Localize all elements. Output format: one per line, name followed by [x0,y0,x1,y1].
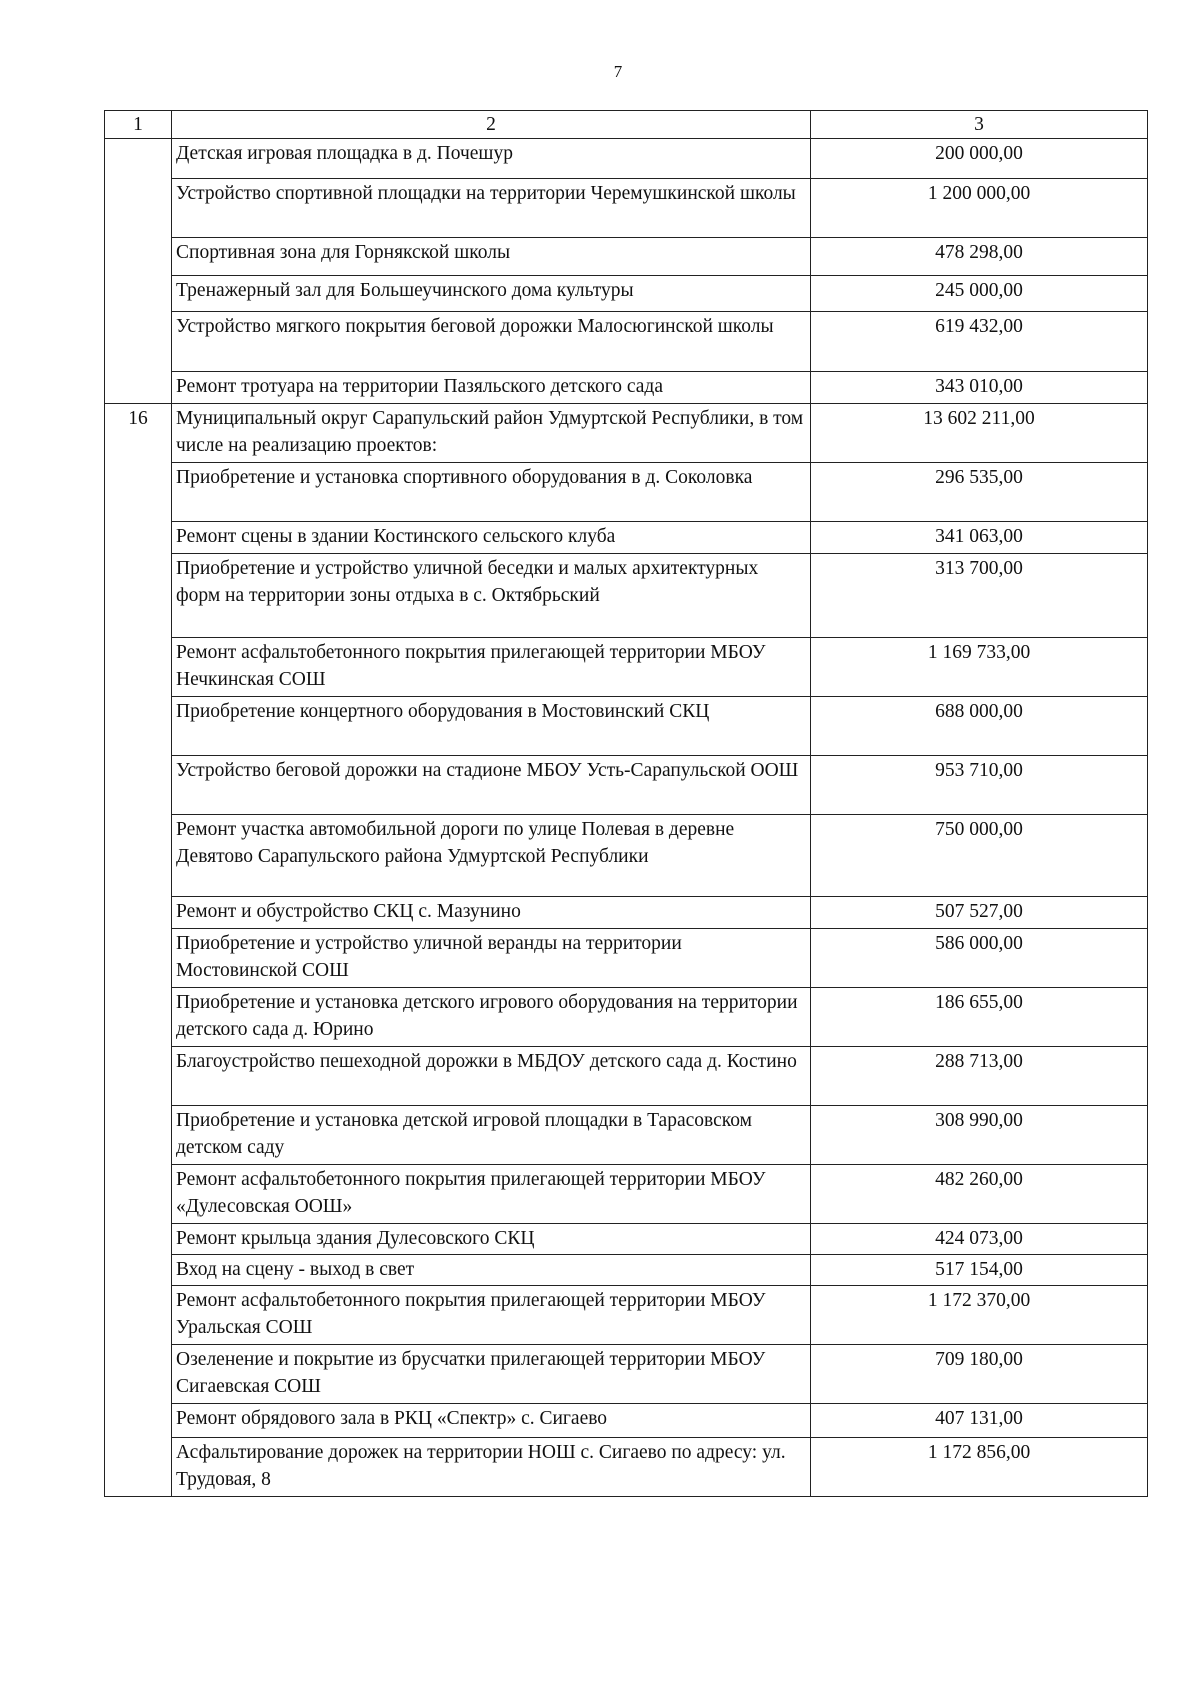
project-name: Благоустройство пешеходной дорожки в МБДОУ детского сада д. Костино [172,1047,811,1106]
project-amount: 586 000,00 [811,929,1148,988]
project-name: Приобретение концертного оборудования в Мостовинский СКЦ [172,697,811,756]
project-name: Приобретение и устройство уличной веранды на территории Мостовинской СОШ [172,929,811,988]
row-number-cell: 16 [105,404,172,1497]
header-col-3: 3 [811,111,1148,139]
project-name: Приобретение и установка детского игрового оборудования на территории детского сада д. Юрино [172,988,811,1047]
project-amount: 186 655,00 [811,988,1148,1047]
table-row [105,312,1148,372]
project-amount: 1 169 733,00 [811,638,1148,697]
table-row [105,815,1148,897]
table-row [105,1106,1148,1165]
table-row [105,697,1148,756]
header-col-2: 2 [172,111,811,139]
project-amount: 1 172 856,00 [811,1438,1148,1497]
table-row [105,1047,1148,1106]
project-name: Ремонт и обустройство СКЦ с. Мазунино [172,897,811,929]
table-header-row [105,111,1148,139]
project-name: Приобретение и установка спортивного оборудования в д. Соколовка [172,463,811,522]
project-amount: 308 990,00 [811,1106,1148,1165]
project-name: Приобретение и установка детской игровой площадки в Тарасовском детском саду [172,1106,811,1165]
project-amount: 424 073,00 [811,1224,1148,1255]
table-row [105,238,1148,276]
page-number: 7 [613,62,623,81]
table-row [105,179,1148,238]
table-row [105,988,1148,1047]
project-amount: 688 000,00 [811,697,1148,756]
table-row [105,276,1148,312]
project-amount: 953 710,00 [811,756,1148,815]
project-amount: 296 535,00 [811,463,1148,522]
project-name: Ремонт крыльца здания Дулесовского СКЦ [172,1224,811,1255]
project-name: Детская игровая площадка в д. Почешур [172,139,811,179]
project-amount: 245 000,00 [811,276,1148,312]
project-amount: 478 298,00 [811,238,1148,276]
project-amount: 313 700,00 [811,554,1148,638]
project-amount: 341 063,00 [811,522,1148,554]
project-name: Ремонт асфальтобетонного покрытия прилегающей территории МБОУ Нечкинская СОШ [172,638,811,697]
project-amount: 407 131,00 [811,1404,1148,1438]
table-row [105,1345,1148,1404]
project-name: Спортивная зона для Горнякской школы [172,238,811,276]
project-name: Ремонт сцены в здании Костинского сельского клуба [172,522,811,554]
project-amount: 482 260,00 [811,1165,1148,1224]
table-row [105,638,1148,697]
project-name: Озеленение и покрытие из брусчатки прилегающей территории МБОУ Сигаевская СОШ [172,1345,811,1404]
header-col-1: 1 [105,111,172,139]
project-name: Ремонт обрядового зала в РКЦ «Спектр» с. Сигаево [172,1404,811,1438]
budget-table [104,110,1148,1497]
table-row [105,1165,1148,1224]
table-row [105,463,1148,522]
project-name: Ремонт тротуара на территории Пазяльского детского сада [172,372,811,404]
project-amount: 750 000,00 [811,815,1148,897]
district-total: 13 602 211,00 [811,404,1148,463]
table-row [105,1404,1148,1438]
table-row [105,522,1148,554]
project-name: Приобретение и устройство уличной беседки и малых архитектурных форм на территории зоны отдыха в с. Октябрьский [172,554,811,638]
project-name: Асфальтирование дорожек на территории НОШ с. Сигаево по адресу: ул. Трудовая, 8 [172,1438,811,1497]
district-name: Муниципальный округ Сарапульский район Удмуртской Республики, в том числе на реализацию проектов: [172,404,811,463]
project-amount: 507 527,00 [811,897,1148,929]
project-amount: 288 713,00 [811,1047,1148,1106]
project-name: Ремонт асфальтобетонного покрытия прилегающей территории МБОУ Уральская СОШ [172,1286,811,1345]
project-amount: 1 200 000,00 [811,179,1148,238]
project-amount: 343 010,00 [811,372,1148,404]
project-name: Вход на сцену - выход в свет [172,1255,811,1286]
table-row [105,756,1148,815]
project-name: Устройство спортивной площадки на территории Черемушкинской школы [172,179,811,238]
project-amount: 709 180,00 [811,1345,1148,1404]
table-row [105,1286,1148,1345]
table-row [105,372,1148,404]
table-row [105,897,1148,929]
table-row [105,929,1148,988]
table-row [105,1438,1148,1497]
table-row [105,554,1148,638]
table-body [105,111,1148,1497]
row-number-cell [105,139,172,404]
table-row [105,404,1148,463]
project-name: Устройство мягкого покрытия беговой дорожки Малосюгинской школы [172,312,811,372]
table-row [105,1224,1148,1255]
project-amount: 1 172 370,00 [811,1286,1148,1345]
project-amount: 200 000,00 [811,139,1148,179]
table-row [105,139,1148,179]
project-name: Устройство беговой дорожки на стадионе МБОУ Усть-Сарапульской ООШ [172,756,811,815]
project-name: Ремонт асфальтобетонного покрытия прилегающей территории МБОУ «Дулесовская ООШ» [172,1165,811,1224]
project-amount: 619 432,00 [811,312,1148,372]
project-name: Тренажерный зал для Большеучинского дома культуры [172,276,811,312]
project-amount: 517 154,00 [811,1255,1148,1286]
table-row [105,1255,1148,1286]
project-name: Ремонт участка автомобильной дороги по улице Полевая в деревне Девятово Сарапульского района Удмуртской Республики [172,815,811,897]
